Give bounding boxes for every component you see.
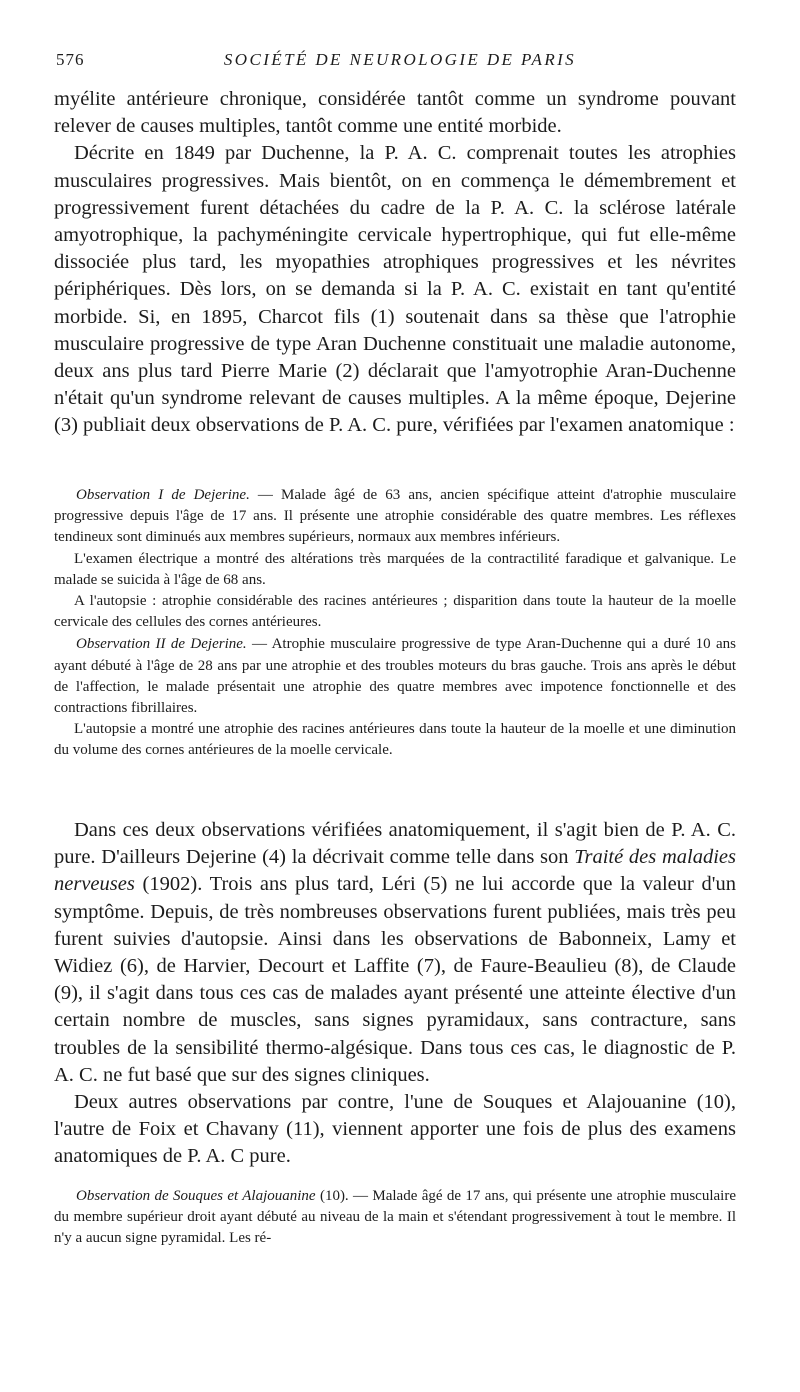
observation-3-text: (10). — Malade âgé de 17 ans, qui présente une atrophie musculaire du membre supérieur droit ayant débuté au niveau de la main et s'étendant progressivement à tout le membre. Il n'y a aucun signe pyramidal. Les ré-	[54, 1188, 736, 1247]
main-text-top	[54, 86, 736, 440]
paragraph-discussion-b: (1902). Trois ans plus tard, Léri (5) ne lui accorde que la valeur d'un symptôme. Depuis, de très nombreuses observations furent publiées, mais très peu furent suivies d'autopsie. Ainsi dans les observations de Babonneix, Lamy et Widiez (6), de Harvier, Decourt et Laffite (7), de Faure-Beaulieu (8), de Claude (9), il s'agit dans tous ces cas de malades ayant présenté une atteinte élective d'un certain nombre de muscles, sans signes pyramidaux, sans contracture, sans troubles de la sensibilité thermo-algésique. Dans tous ces cas, le diagnostic de P. A. C. ne fut basé que sur des signes cliniques.	[54, 873, 736, 1086]
paragraph-discussion-a: Dans ces deux observations vérifiées anatomiquement, il s'agit bien de P. A. C. pure. D'ailleurs Dejerine (4) la décrivait comme telle dans son	[54, 819, 736, 869]
observation-souques	[54, 1186, 736, 1250]
observation-2-text: — Atrophie musculaire progressive de type Aran-Duchenne qui a duré 10 ans ayant débuté à l'âge de 28 ans par une atrophie et des troubles moteurs du bras gauche. Trois ans après le début de l'affection, le malade présentait une atrophie des quatre membres avec impotence fonctionnelle et des contractions fibrillaires.	[54, 636, 736, 717]
journal-title: SOCIÉTÉ DE NEUROLOGIE DE PARIS	[223, 50, 577, 69]
observation-2	[54, 634, 736, 719]
observation-3	[54, 1186, 736, 1250]
paragraph-anatomical: Deux autres observations par contre, l'une de Souques et Alajouanine (10), l'autre de Foix et Chavany (11), viennent apporter une fois de plus des examens anatomiques de P. A. C pure.	[54, 1091, 736, 1168]
running-header	[56, 50, 744, 70]
observation-2-autopsy: L'autopsie a montré une atrophie des racines antérieures dans toute la hauteur de la moelle et une diminution du volume des cornes antérieures de la moelle cervicale.	[54, 721, 736, 759]
observation-1	[54, 485, 736, 549]
observations-dejerine	[54, 485, 736, 762]
main-text-bottom	[54, 817, 736, 1171]
paragraph-discussion	[54, 817, 736, 1089]
book-title: Traité des maladies nerveuses	[54, 846, 736, 896]
observation-1-exam: L'examen électrique a montré des altérations très marquées de la contractilité faradique et galvanique. Le malade se suicida à l'âge de 68 ans.	[54, 550, 736, 588]
observation-2-label: Observation II de Dejerine.	[76, 636, 247, 653]
page-number: 576	[56, 50, 85, 69]
paragraph-history: Décrite en 1849 par Duchenne, la P. A. C. comprenait toutes les atrophies musculaires progressives. Mais bientôt, on en commença le démembrement et progressivement furent détachées du cadre de la P. A. C. la sclérose latérale amyotrophique, la pachyméningite cervicale hypertrophique, qui fut elle-même dissociée plus tard, les myopathies atrophiques progressives et les névrites périphériques. Dès lors, on se demanda si la P. A. C. existait en tant qu'entité morbide. Si, en 1895, Charcot fils (1) soutenait dans sa thèse que l'atrophie musculaire progressive de type Aran Duchenne constituait une maladie autonome, deux ans plus tard Pierre Marie (2) déclarait que l'amyotrophie Aran-Duchenne n'était qu'un syndrome relevant de causes multiples. A la même époque, Dejerine (3) publiait deux observations de P. A. C. pure, vérifiées par l'examen anatomique :	[54, 142, 736, 437]
observation-1-label: Observation I de Dejerine.	[76, 487, 250, 503]
observation-1-text: — Malade âgé de 63 ans, ancien spécifique atteint d'atrophie musculaire progressive depuis l'âge de 17 ans. Il présente une atrophie considérable des quatre membres. Les réflexes tendineux sont diminués aux membres supérieurs, normaux aux membres inférieurs.	[54, 487, 736, 546]
observation-3-label: Observation de Souques et Alajouanine	[76, 1188, 316, 1204]
paragraph-continuation: myélite antérieure chronique, considérée tantôt comme un syndrome pouvant relever de causes multiples, tantôt comme une entité morbide.	[54, 88, 736, 138]
observation-1-autopsy: A l'autopsie : atrophie considérable des racines antérieures ; disparition dans toute la hauteur de la moelle cervicale des cellules des cornes antérieures.	[54, 593, 736, 631]
